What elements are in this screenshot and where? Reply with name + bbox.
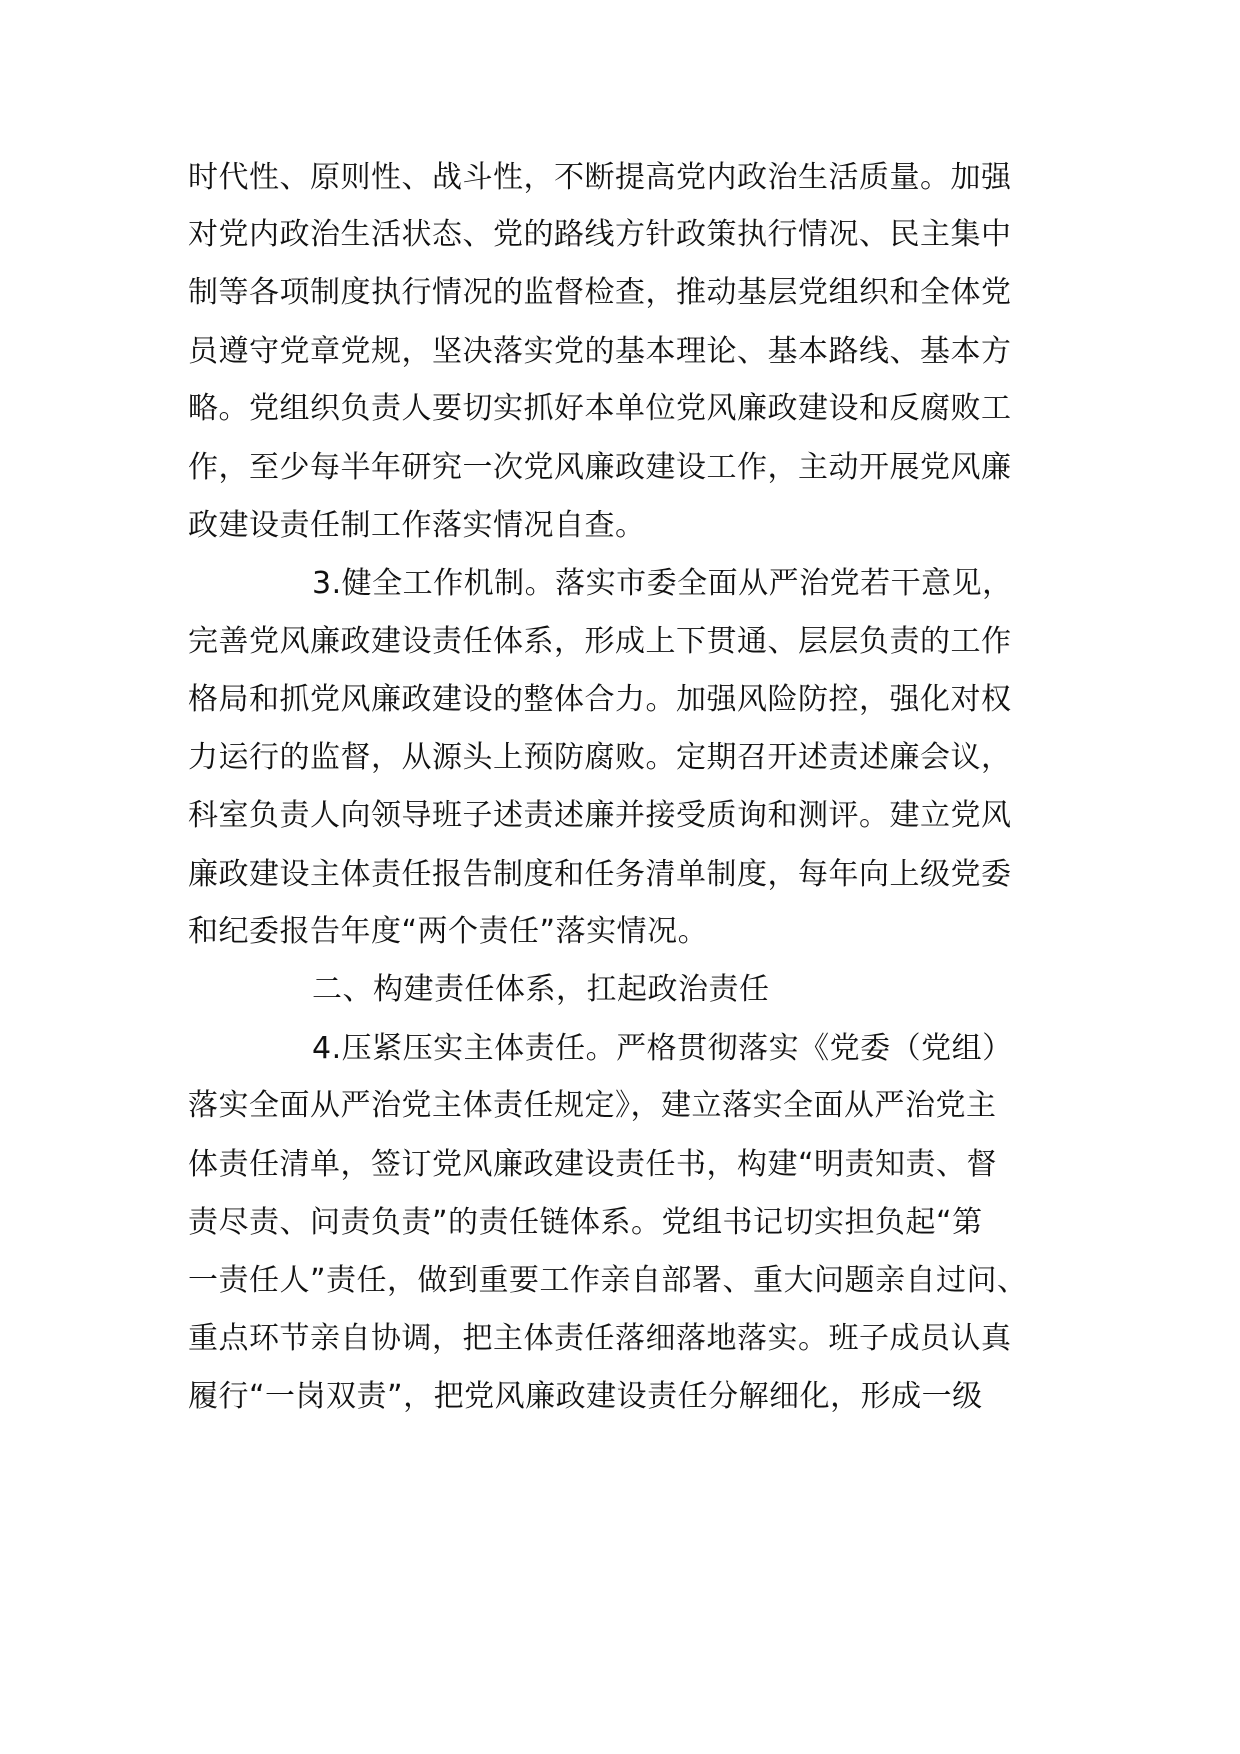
section-item-heading: 4.压紧压实主体责任。严格贯彻落实《党委（党组） [312,1031,1013,1066]
text-line: 完善党风廉政建设责任体系，形成上下贯通、层层负责的工作 [188,624,1012,659]
section-item-heading: 3.健全工作机制。落实市委全面从严治党若干意见， [312,566,1013,601]
text-line: 履行“一岗双责”，把党风廉政建设责任分解细化，形成一级 [188,1379,983,1414]
text-line: 政建设责任制工作落实情况自查。 [188,508,646,543]
text-line: 和纪委报告年度“两个责任”落实情况。 [188,914,709,949]
section-heading: 二、构建责任体系，扛起政治责任 [312,972,770,1007]
text-line: 力运行的监督，从源头上预防腐败。定期召开述责述廉会议， [188,740,1012,775]
text-line: 制等各项制度执行情况的监督检查，推动基层党组织和全体党 [188,275,1012,310]
text-line: 格局和抓党风廉政建设的整体合力。加强风险防控，强化对权 [188,682,1012,717]
text-line: 一责任人”责任，做到重要工作亲自部署、重大问题亲自过问、 [188,1263,1028,1298]
text-line: 对党内政治生活状态、党的路线方针政策执行情况、民主集中 [188,217,1012,252]
text-line: 员遵守党章党规，坚决落实党的基本理论、基本路线、基本方 [188,334,1012,369]
text-line: 责尽责、问责负责”的责任链体系。党组书记切实担负起“第 [188,1205,983,1240]
text-line: 作，至少每半年研究一次党风廉政建设工作，主动开展党风廉 [188,450,1012,485]
text-line: 廉政建设主体责任报告制度和任务清单制度，每年向上级党委 [188,857,1012,892]
text-line: 落实全面从严治党主体责任规定》，建立落实全面从严治党主 [188,1088,997,1123]
text-line: 时代性、原则性、战斗性，不断提高党内政治生活质量。加强 [188,160,1012,195]
text-line: 科室负责人向领导班子述责述廉并接受质询和测评。建立党风 [188,798,1012,833]
text-line: 体责任清单，签订党风廉政建设责任书，构建“明责知责、督 [188,1147,998,1182]
text-line: 重点环节亲自协调，把主体责任落细落地落实。班子成员认真 [188,1321,1012,1356]
text-line: 略。党组织负责人要切实抓好本单位党风廉政建设和反腐败工 [188,391,1012,426]
